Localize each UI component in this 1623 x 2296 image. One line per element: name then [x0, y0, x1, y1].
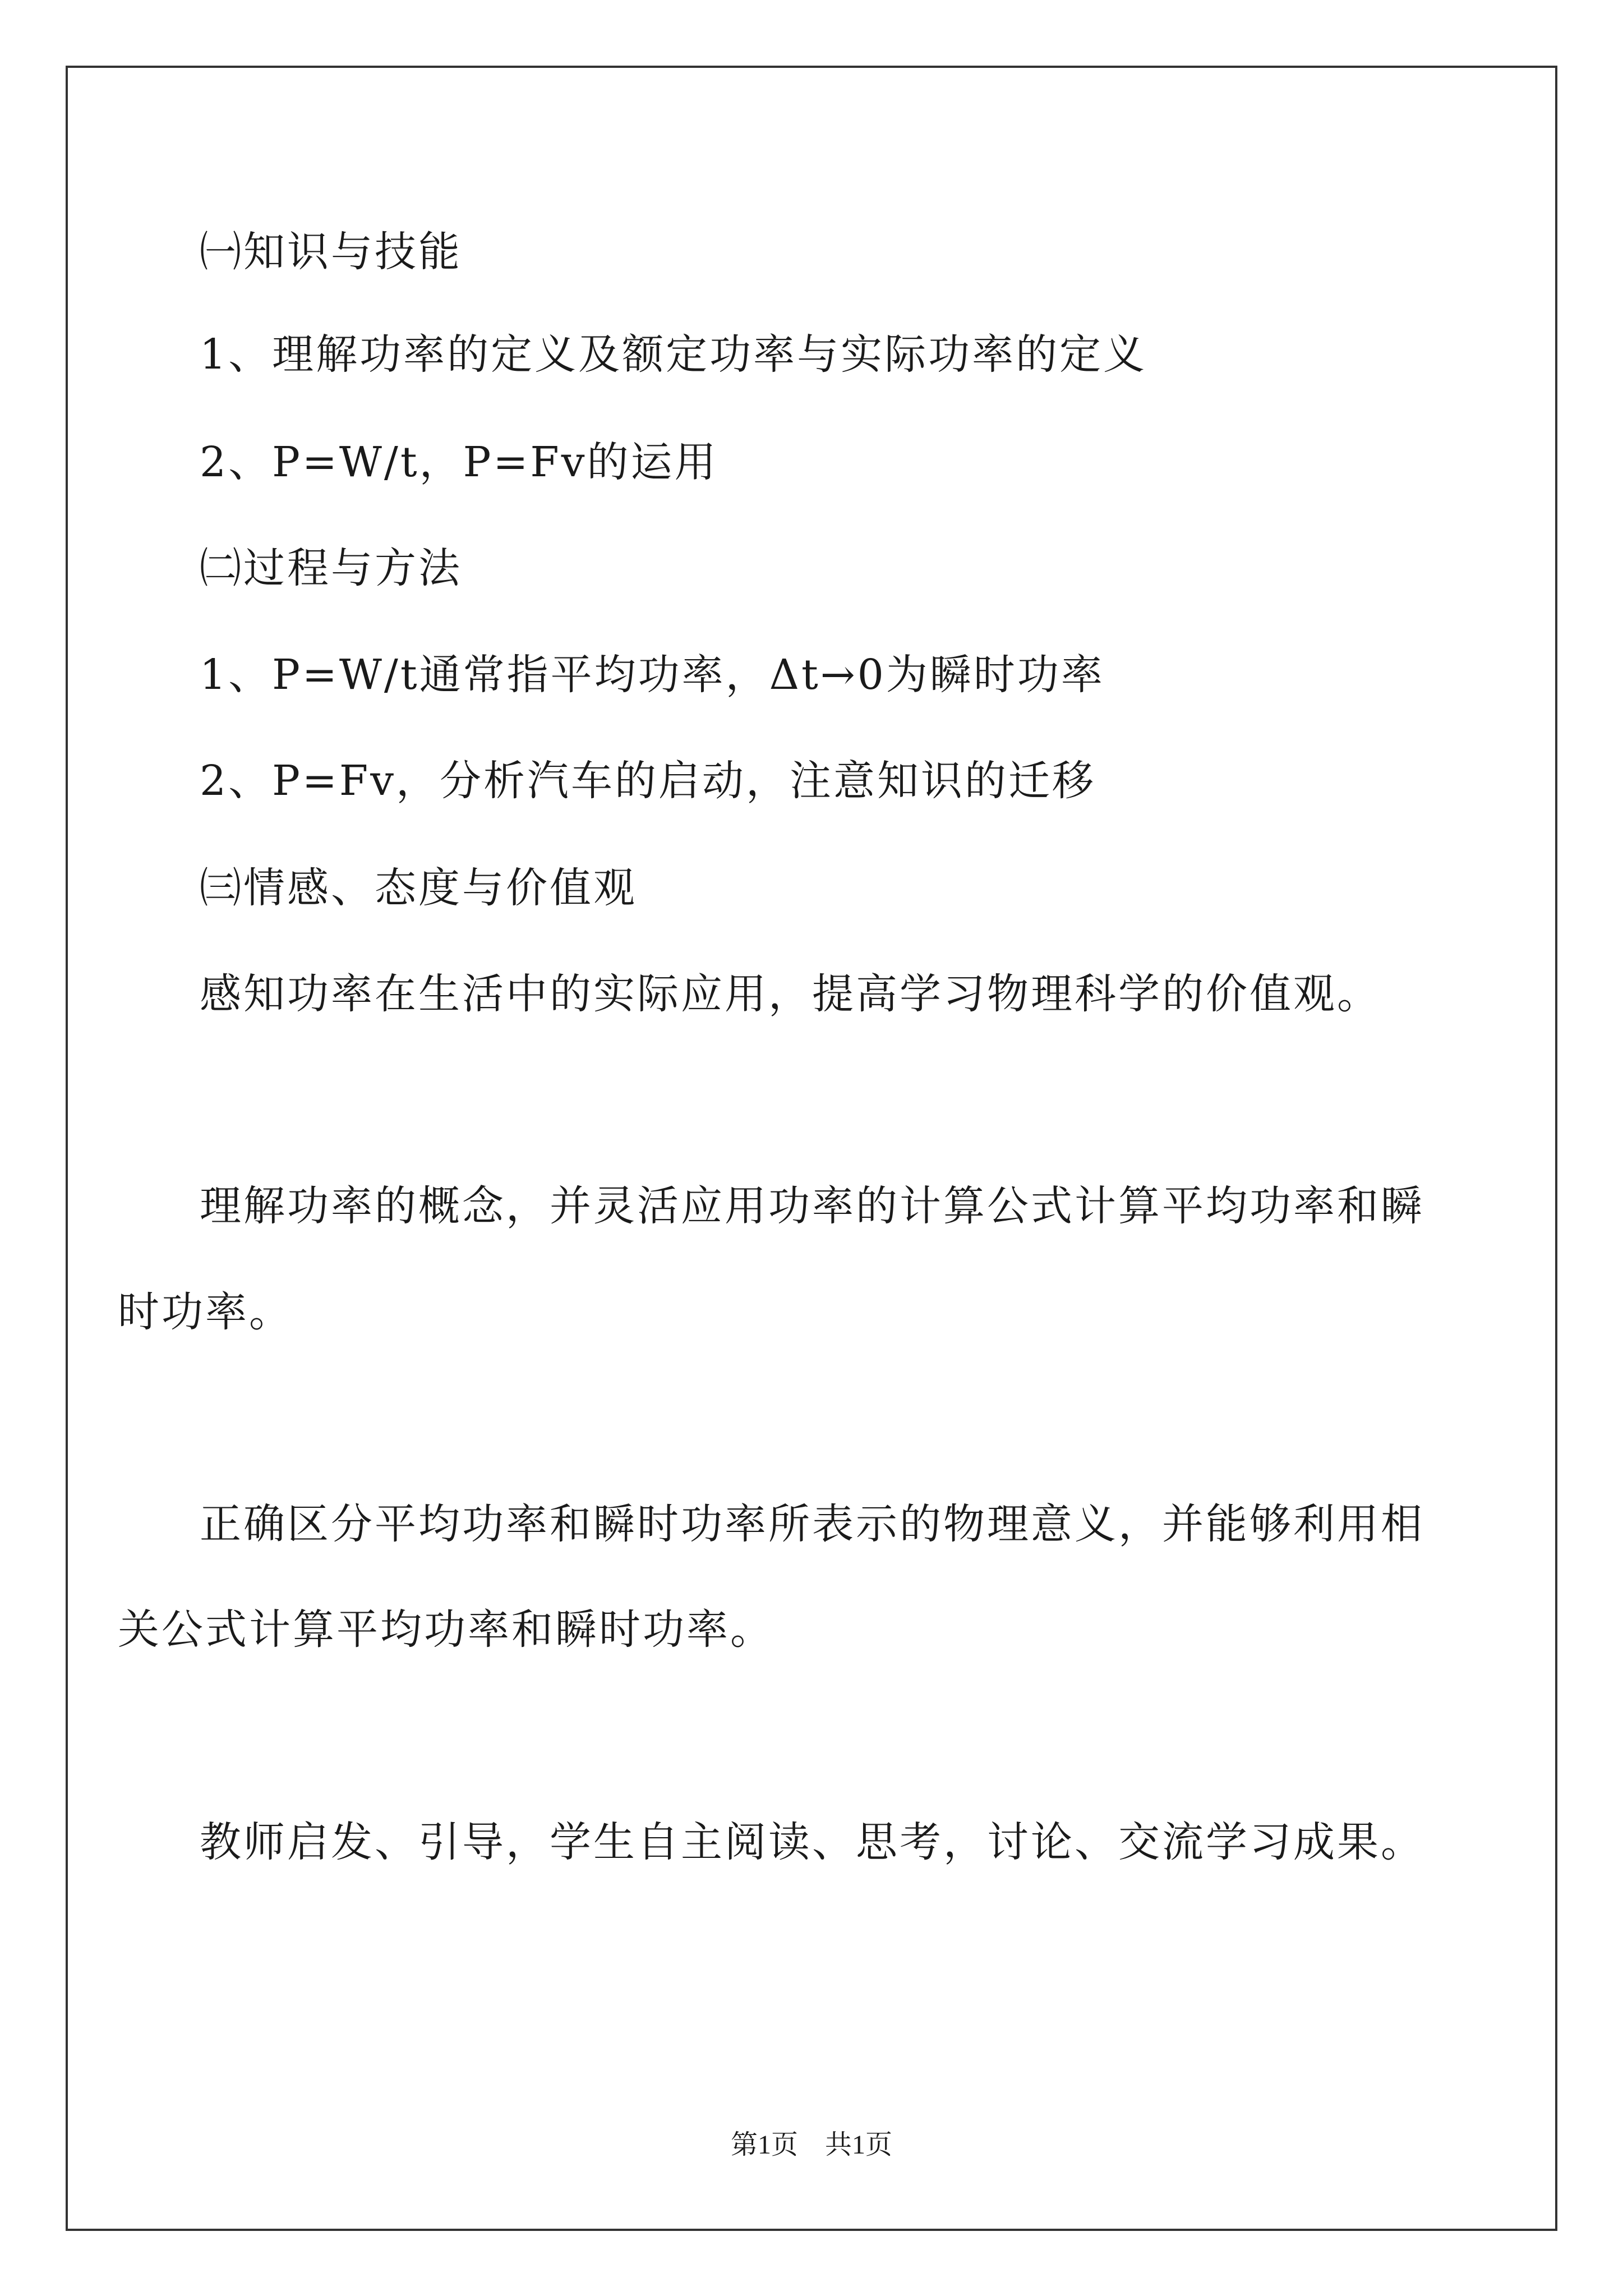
paragraph-difficult-point: 正确区分平均功率和瞬时功率所表示的物理意义，并能够利用相 — [200, 1500, 1424, 1548]
list-item: 1、P=W/t通常指平均功率，Δt→0为瞬时功率 — [200, 651, 1105, 699]
section-heading-values: ㈢情感、态度与价值观 — [200, 864, 637, 912]
paragraph: 感知功率在生活中的实际应用，提高学习物理科学的价值观。 — [200, 970, 1381, 1018]
page-border — [66, 66, 1557, 2231]
section-heading-process: ㈡过程与方法 — [200, 544, 462, 592]
paragraph-continuation: 时功率。 — [118, 1288, 293, 1336]
paragraph-method: 教师启发、引导，学生自主阅读、思考，讨论、交流学习成果。 — [200, 1818, 1424, 1866]
list-item: 2、P=W/t，P=Fv的运用 — [200, 438, 718, 486]
page-footer: 第1页 共1页 — [730, 2130, 892, 2160]
section-heading-knowledge: ㈠知识与技能 — [200, 228, 462, 276]
list-item: 1、理解功率的定义及额定功率与实际功率的定义 — [200, 330, 1147, 379]
list-item: 2、P=Fv，分析汽车的启动，注意知识的迁移 — [200, 757, 1096, 805]
paragraph-key-point: 理解功率的概念，并灵活应用功率的计算公式计算平均功率和瞬 — [200, 1182, 1424, 1230]
paragraph-continuation: 关公式计算平均功率和瞬时功率。 — [118, 1605, 774, 1654]
